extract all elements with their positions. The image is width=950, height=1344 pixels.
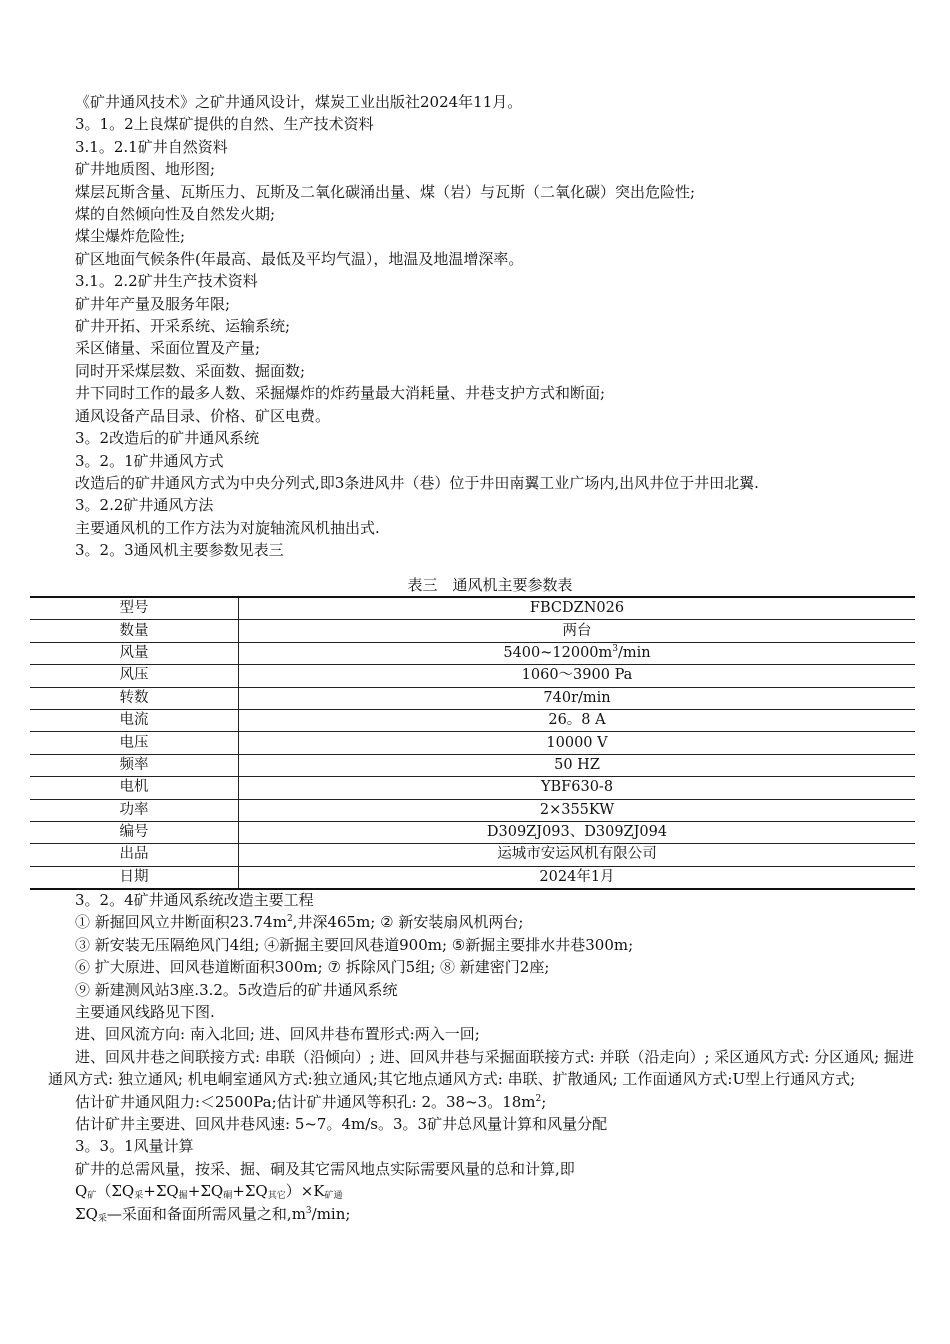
param-value: 740r/min [239, 687, 916, 709]
table-row [30, 754, 915, 776]
table-row [30, 709, 915, 731]
body-line: 矿井的总需风量，按采、掘、硐及其它需风地点实际需要风量的总和计算,即 [75, 1159, 575, 1178]
subscript: 采 [134, 1191, 144, 1202]
heading-3-1-2: 3。1。2上良煤矿提供的自然、生产技术资料 [75, 115, 374, 134]
reference-line: 《矿井通风技术》之矿井通风设计，煤炭工业出版社2024年11月。 [75, 93, 523, 111]
list-item: 煤层瓦斯含量、瓦斯压力、瓦斯及二氧化碳涌出量、煤（岩）与瓦斯（二氧化碳）突出危险性; [75, 182, 696, 201]
param-value: 50 HZ [239, 754, 916, 776]
subscript: 硐 [223, 1191, 233, 1202]
param-value: 运城市安运风机有限公司 [239, 844, 916, 866]
text-part: ① 新掘回风立井断面积23.74m [75, 913, 287, 932]
param-value: 2×355KW [239, 799, 916, 821]
list-item: 矿区地面气候条件(年最高、最低及平均气温），地温及地温增深率。 [75, 249, 524, 268]
list-item: 同时开采煤层数、采面数、掘面数; [75, 361, 306, 380]
body-line: 进、回风流方向: 南入北回; 进、回风井巷布置形式:两入一回; [75, 1025, 480, 1044]
body-line: 估计矿井主要进、回风井巷风速: 5~7。4m/s。3。3矿井总风量计算和风量分配 [75, 1115, 608, 1134]
table-row [30, 732, 915, 754]
body-line: 主要通风机的工作方法为对旋轴流风机抽出式. [75, 518, 380, 537]
superscript: 3 [612, 643, 619, 654]
table-row [30, 777, 915, 799]
subscript: 矿 [87, 1191, 97, 1202]
heading-3-3-1: 3。3。1风量计算 [75, 1137, 194, 1156]
table-row [30, 642, 915, 664]
airflow-formula [75, 1180, 915, 1202]
connection-paragraph: 进、回风井巷之间联接方式: 串联（沿倾向）; 进、回风井巷与采掘面联接方式: 并联（沿走向）; 采区通风方式: 分区通风; 掘进通风方式: 独立通风; 机电峒室通风方式:独立通风;其它地点通风方式: 串联、扩散通风; 工作面通风方式:U型上行通风方式; [48, 1047, 914, 1089]
works-line-4: ⑨ 新建测风站3座.3.2。5改造后的矿井通风系统 [75, 980, 398, 999]
param-name: 出品 [30, 844, 239, 866]
formula-part: （ΣQ [96, 1182, 135, 1201]
value-part: 5400~12000m [503, 644, 613, 661]
formula-part: +ΣQ [232, 1182, 268, 1201]
table-row [30, 844, 915, 866]
param-value: 1060～3900 Pa [239, 665, 916, 687]
formula-part: +ΣQ [143, 1182, 179, 1201]
works-line-3: ⑥ 扩大原进、回风巷道断面积300m; ⑦ 拆除风门5组; ⑧ 新建密门2座; [75, 958, 550, 977]
param-value: YBF630-8 [239, 777, 916, 799]
list-item: 采区储量、采面位置及产量; [75, 339, 261, 358]
superscript: 2 [286, 914, 293, 925]
works-line-2: ③ 新安装无压隔绝风门4组; ④新掘主要回风巷道900m; ⑤新掘主要排水井巷300m; [75, 935, 634, 954]
heading-3-2-3: 3。2。3通风机主要参数见表三 [75, 541, 284, 560]
ventilation-method-paragraph: 改造后的矿井通风方式为中央分列式,即3条进风井（巷）位于井田南翼工业广场内,出风井位于井田北翼. [75, 473, 759, 492]
formula-definition [75, 1203, 915, 1225]
list-item: 煤尘爆炸危险性; [75, 227, 186, 246]
text-part: ,井深465m; ② 新安装扇风机两台; [292, 913, 524, 932]
table-row [30, 620, 915, 642]
param-name: 电压 [30, 732, 239, 754]
param-value: FBCDZN026 [239, 597, 916, 620]
subscript: 其它 [267, 1191, 286, 1202]
param-name: 型号 [30, 597, 239, 620]
superscript: 2 [535, 1093, 542, 1104]
param-value: D309ZJ093、D309ZJ094 [239, 821, 916, 843]
param-name: 转数 [30, 687, 239, 709]
param-name: 电机 [30, 777, 239, 799]
param-name: 数量 [30, 620, 239, 642]
table-row [30, 799, 915, 821]
text-part: 估计矿井通风阻力:＜2500Pa;估计矿井通风等积孔: 2。38~3。18m [75, 1092, 536, 1111]
subscript: 矿通 [324, 1191, 343, 1202]
param-name: 频率 [30, 754, 239, 776]
resistance-line [75, 1091, 915, 1113]
param-value: 26。8 A [239, 709, 916, 731]
table-row [30, 687, 915, 709]
list-item: 煤的自然倾向性及自然发火期; [75, 205, 276, 224]
list-item: 井下同时工作的最多人数、采掘爆炸的炸药量最大消耗量、井巷支护方式和断面; [75, 384, 606, 403]
param-value: 两台 [239, 620, 916, 642]
param-value [239, 642, 916, 664]
param-name: 功率 [30, 799, 239, 821]
param-value: 10000 V [239, 732, 916, 754]
heading-3-1-2-2: 3.1。2.2矿井生产技术资料 [75, 272, 258, 291]
param-name: 风压 [30, 665, 239, 687]
heading-3-2: 3。2改造后的矿井通风系统 [75, 429, 260, 448]
param-name: 日期 [30, 866, 239, 889]
text-part: ΣQ [75, 1204, 98, 1223]
subscript: 掘 [178, 1191, 188, 1202]
text-part: ; [541, 1092, 547, 1111]
list-item: 矿井年产量及服务年限; [75, 294, 231, 313]
text-part: —采面和备面所需风量之和,m [106, 1204, 306, 1223]
param-value: 2024年1月 [239, 866, 916, 889]
value-part: /min [618, 644, 651, 661]
table-row [30, 821, 915, 843]
section-ventilation-data [75, 91, 915, 562]
list-item: 矿井地质图、地形图; [75, 160, 216, 179]
table-caption: 表三 通风机主要参数表 [407, 576, 573, 594]
param-name: 风量 [30, 642, 239, 664]
body-line: 主要通风线路见下图. [75, 1003, 215, 1022]
heading-3-2-4: 3。2。4矿井通风系统改造主要工程 [75, 891, 314, 909]
table-row [30, 665, 915, 687]
heading-3-2-2: 3。2.2矿井通风方法 [75, 496, 214, 515]
param-name: 编号 [30, 821, 239, 843]
section-renovation-works [48, 889, 915, 1225]
param-name: 电流 [30, 709, 239, 731]
superscript: 3 [305, 1205, 312, 1216]
formula-part: ）×K [285, 1182, 325, 1201]
table-row [30, 866, 915, 889]
formula-part: +ΣQ [187, 1182, 224, 1201]
formula-part: Q [75, 1182, 88, 1201]
list-item: 通风设备产品目录、价格、矿区电费。 [75, 406, 331, 425]
text-part: /min; [311, 1204, 351, 1223]
works-line-1 [75, 911, 915, 933]
list-item: 矿井开拓、开采系统、运输系统; [75, 317, 291, 336]
fan-parameters-table [30, 596, 915, 890]
heading-3-2-1: 3。2。1矿井通风方式 [75, 451, 224, 470]
table-row [30, 597, 915, 620]
heading-3-1-2-1: 3.1。2.1矿井自然资料 [75, 137, 228, 156]
subscript: 采 [97, 1213, 107, 1224]
